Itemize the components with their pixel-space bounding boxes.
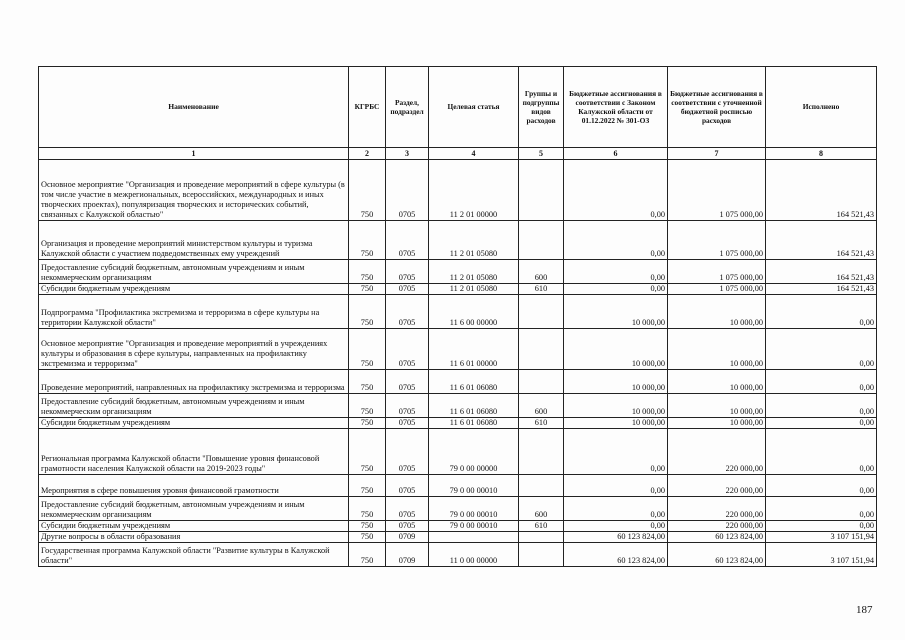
row-name: Подпрограмма "Профилактика экстремизма и терроризма в сфере культуры на территории Калужской области" xyxy=(39,295,349,329)
row-name: Основное мероприятие "Организация и проведение мероприятий в сфере культуры (в том числе участие в межрегиональных, всероссийских, международных и иных творческих проектах), популяризация творческих и исторических событий, связанных с Калужской областью" xyxy=(39,160,349,221)
budget-table xyxy=(38,66,877,567)
header-refined-alloc: Бюджетные ассигнования в соответствии с уточненной бюджетной росписью расходов xyxy=(668,67,766,148)
row-target: 11 6 01 06080 xyxy=(429,370,519,394)
row-refined-alloc: 10 000,00 xyxy=(668,418,766,429)
row-refined-alloc: 10 000,00 xyxy=(668,329,766,370)
row-group xyxy=(519,532,564,543)
row-kgrbs: 750 xyxy=(349,543,386,567)
table-row xyxy=(39,418,877,429)
row-refined-alloc: 220 000,00 xyxy=(668,429,766,475)
table-row xyxy=(39,394,877,418)
row-name: Организация и проведение мероприятий министерством культуры и туризма Калужской области с участием подведомственных ему учреждений xyxy=(39,221,349,260)
row-law-alloc: 60 123 824,00 xyxy=(564,543,668,567)
header-executed: Исполнено xyxy=(766,67,877,148)
row-kgrbs: 750 xyxy=(349,418,386,429)
table-row xyxy=(39,284,877,295)
row-target: 79 0 00 00000 xyxy=(429,429,519,475)
row-name: Мероприятия в сфере повышения уровня финансовой грамотности xyxy=(39,475,349,497)
row-group xyxy=(519,329,564,370)
row-target: 11 2 01 00000 xyxy=(429,160,519,221)
col-number: 4 xyxy=(429,148,519,160)
col-number: 1 xyxy=(39,148,349,160)
table-row xyxy=(39,260,877,284)
row-name: Предоставление субсидий бюджетным, автономным учреждениям и иным некоммерческим организациям xyxy=(39,260,349,284)
row-target: 11 6 01 06080 xyxy=(429,418,519,429)
row-section: 0705 xyxy=(386,160,429,221)
col-number: 8 xyxy=(766,148,877,160)
row-refined-alloc: 220 000,00 xyxy=(668,521,766,532)
row-executed: 0,00 xyxy=(766,295,877,329)
row-law-alloc: 0,00 xyxy=(564,521,668,532)
column-number-row xyxy=(39,148,877,160)
row-group xyxy=(519,370,564,394)
table-row xyxy=(39,532,877,543)
row-target xyxy=(429,532,519,543)
row-name: Предоставление субсидий бюджетным, автономным учреждениям и иным некоммерческим организациям xyxy=(39,497,349,521)
row-law-alloc: 10 000,00 xyxy=(564,295,668,329)
table-row xyxy=(39,295,877,329)
row-refined-alloc: 1 075 000,00 xyxy=(668,284,766,295)
row-law-alloc: 0,00 xyxy=(564,221,668,260)
row-section: 0705 xyxy=(386,521,429,532)
row-law-alloc: 10 000,00 xyxy=(564,418,668,429)
header-law-alloc: Бюджетные ассигнования в соответствии с Законом Калужской области от 01.12.2022 № 301-ОЗ xyxy=(564,67,668,148)
row-refined-alloc: 10 000,00 xyxy=(668,394,766,418)
row-group: 610 xyxy=(519,418,564,429)
row-target: 11 2 01 05080 xyxy=(429,284,519,295)
row-group: 610 xyxy=(519,521,564,532)
row-executed: 164 521,43 xyxy=(766,284,877,295)
row-refined-alloc: 10 000,00 xyxy=(668,295,766,329)
row-law-alloc: 10 000,00 xyxy=(564,370,668,394)
row-group xyxy=(519,475,564,497)
row-refined-alloc: 60 123 824,00 xyxy=(668,532,766,543)
row-kgrbs: 750 xyxy=(349,475,386,497)
row-executed: 3 107 151,94 xyxy=(766,543,877,567)
row-group xyxy=(519,295,564,329)
row-name: Основное мероприятие "Организация и проведение мероприятий в учреждениях культуры и образования в сфере культуры, направленных на профилактику экстремизма и терроризма" xyxy=(39,329,349,370)
row-executed: 0,00 xyxy=(766,429,877,475)
row-group: 610 xyxy=(519,284,564,295)
row-target: 79 0 00 00010 xyxy=(429,497,519,521)
row-kgrbs: 750 xyxy=(349,284,386,295)
row-refined-alloc: 220 000,00 xyxy=(668,497,766,521)
row-section: 0705 xyxy=(386,221,429,260)
row-name: Проведение мероприятий, направленных на профилактику экстремизма и терроризма xyxy=(39,370,349,394)
row-group: 600 xyxy=(519,497,564,521)
row-law-alloc: 60 123 824,00 xyxy=(564,532,668,543)
header-groups: Группы и подгруппы видов расходов xyxy=(519,67,564,148)
col-number: 5 xyxy=(519,148,564,160)
row-kgrbs: 750 xyxy=(349,394,386,418)
row-section: 0705 xyxy=(386,329,429,370)
row-target: 11 6 01 00000 xyxy=(429,329,519,370)
col-number: 6 xyxy=(564,148,668,160)
table-header-row xyxy=(39,67,877,148)
row-name: Другие вопросы в области образования xyxy=(39,532,349,543)
row-section: 0705 xyxy=(386,260,429,284)
row-kgrbs: 750 xyxy=(349,329,386,370)
row-kgrbs: 750 xyxy=(349,260,386,284)
header-section: Раздел, подраздел xyxy=(386,67,429,148)
row-kgrbs: 750 xyxy=(349,521,386,532)
row-refined-alloc: 220 000,00 xyxy=(668,475,766,497)
row-refined-alloc: 1 075 000,00 xyxy=(668,160,766,221)
row-law-alloc: 0,00 xyxy=(564,429,668,475)
row-executed: 0,00 xyxy=(766,370,877,394)
row-refined-alloc: 1 075 000,00 xyxy=(668,260,766,284)
row-kgrbs: 750 xyxy=(349,497,386,521)
row-law-alloc: 10 000,00 xyxy=(564,329,668,370)
row-group xyxy=(519,160,564,221)
row-kgrbs: 750 xyxy=(349,221,386,260)
header-target: Целевая статья xyxy=(429,67,519,148)
row-section: 0705 xyxy=(386,429,429,475)
row-executed: 0,00 xyxy=(766,521,877,532)
table-row xyxy=(39,429,877,475)
row-section: 0705 xyxy=(386,475,429,497)
row-executed: 0,00 xyxy=(766,329,877,370)
row-target: 11 0 00 00000 xyxy=(429,543,519,567)
row-section: 0705 xyxy=(386,394,429,418)
table-row xyxy=(39,497,877,521)
row-refined-alloc: 60 123 824,00 xyxy=(668,543,766,567)
row-executed: 0,00 xyxy=(766,394,877,418)
table-row xyxy=(39,160,877,221)
row-section: 0705 xyxy=(386,497,429,521)
table-row xyxy=(39,521,877,532)
row-executed: 0,00 xyxy=(766,475,877,497)
row-law-alloc: 10 000,00 xyxy=(564,394,668,418)
row-kgrbs: 750 xyxy=(349,295,386,329)
row-law-alloc: 0,00 xyxy=(564,284,668,295)
row-refined-alloc: 10 000,00 xyxy=(668,370,766,394)
row-kgrbs: 750 xyxy=(349,429,386,475)
row-executed: 164 521,43 xyxy=(766,221,877,260)
table-row xyxy=(39,329,877,370)
row-section: 0705 xyxy=(386,370,429,394)
row-section: 0705 xyxy=(386,418,429,429)
row-kgrbs: 750 xyxy=(349,160,386,221)
row-target: 79 0 00 00010 xyxy=(429,475,519,497)
row-law-alloc: 0,00 xyxy=(564,260,668,284)
row-name: Субсидии бюджетным учреждениям xyxy=(39,418,349,429)
row-section: 0705 xyxy=(386,284,429,295)
row-kgrbs: 750 xyxy=(349,370,386,394)
row-name: Субсидии бюджетным учреждениям xyxy=(39,521,349,532)
row-group xyxy=(519,429,564,475)
row-executed: 0,00 xyxy=(766,418,877,429)
row-target: 11 2 01 05080 xyxy=(429,221,519,260)
row-name: Региональная программа Калужской области "Повышение уровня финансовой грамотности населения Калужской области на 2019-2023 годы" xyxy=(39,429,349,475)
header-kgrbs: КГРБС xyxy=(349,67,386,148)
row-section: 0705 xyxy=(386,295,429,329)
row-target: 11 6 00 00000 xyxy=(429,295,519,329)
row-section: 0709 xyxy=(386,532,429,543)
col-number: 7 xyxy=(668,148,766,160)
col-number: 3 xyxy=(386,148,429,160)
row-executed: 3 107 151,94 xyxy=(766,532,877,543)
row-group xyxy=(519,543,564,567)
row-group: 600 xyxy=(519,394,564,418)
row-name: Субсидии бюджетным учреждениям xyxy=(39,284,349,295)
row-executed: 164 521,43 xyxy=(766,160,877,221)
row-law-alloc: 0,00 xyxy=(564,475,668,497)
row-law-alloc: 0,00 xyxy=(564,497,668,521)
row-name: Предоставление субсидий бюджетным, автономным учреждениям и иным некоммерческим организациям xyxy=(39,394,349,418)
row-group xyxy=(519,221,564,260)
page-number: 187 xyxy=(856,604,873,616)
row-law-alloc: 0,00 xyxy=(564,160,668,221)
col-number: 2 xyxy=(349,148,386,160)
row-executed: 0,00 xyxy=(766,497,877,521)
row-executed: 164 521,43 xyxy=(766,260,877,284)
row-refined-alloc: 1 075 000,00 xyxy=(668,221,766,260)
table-row xyxy=(39,370,877,394)
row-section: 0709 xyxy=(386,543,429,567)
table-row xyxy=(39,475,877,497)
header-name: Наименование xyxy=(39,67,349,148)
row-target: 11 6 01 06080 xyxy=(429,394,519,418)
row-name: Государственная программа Калужской области "Развитие культуры в Калужской области" xyxy=(39,543,349,567)
row-kgrbs: 750 xyxy=(349,532,386,543)
row-group: 600 xyxy=(519,260,564,284)
row-target: 79 0 00 00010 xyxy=(429,521,519,532)
table-row xyxy=(39,543,877,567)
table-row xyxy=(39,221,877,260)
row-target: 11 2 01 05080 xyxy=(429,260,519,284)
